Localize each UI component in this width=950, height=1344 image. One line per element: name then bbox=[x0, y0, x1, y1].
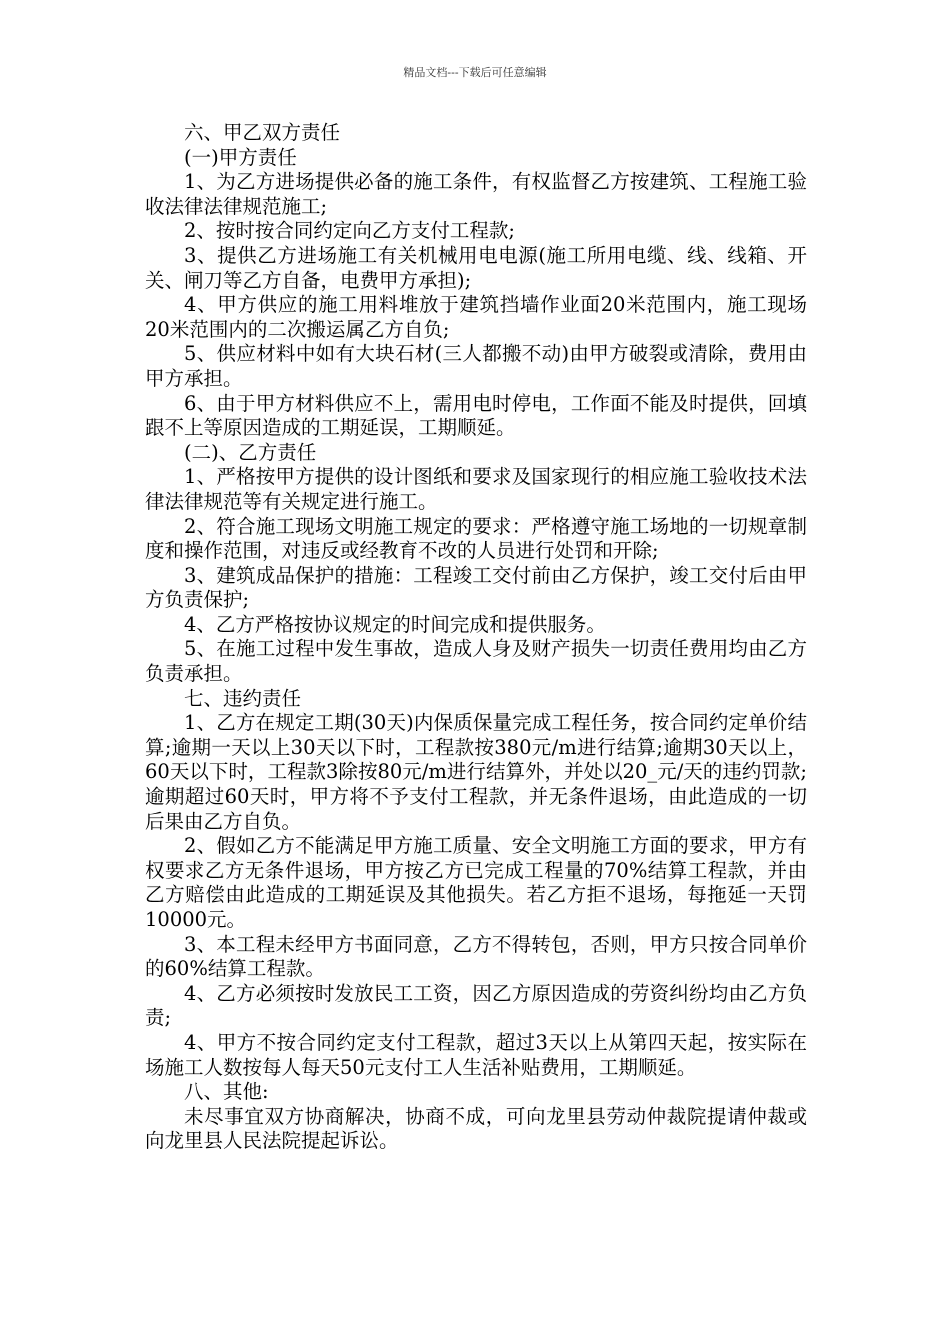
party-b-clause-1: 1、严格按甲方提供的设计图纸和要求及国家现行的相应施工验收技术法律法律规范等有关规定进行施工。 bbox=[145, 465, 807, 513]
party-a-clause-1: 1、为乙方进场提供必备的施工条件，有权监督乙方按建筑、工程施工验收法律法律规范施工; bbox=[145, 170, 807, 218]
liability-clause-1: 1、乙方在规定工期(30天)内保质保量完成工程任务，按合同约定单价结算;逾期一天以上30天以下时，工程款按380元/m进行结算;逾期30天以上，60天以下时，工程款3除按80元/m进行结算外，并处以20_元/天的违约罚款;逾期超过60天时，甲方将不予支付工程款，并无条件退场，由此造成的一切后果由乙方自负。 bbox=[145, 711, 807, 833]
section-heading-liability: 七、违约责任 bbox=[184, 686, 302, 710]
party-a-clause-4: 4、甲方供应的施工用料堆放于建筑挡墙作业面20米范围内，施工现场20米范围内的二次搬运属乙方自负; bbox=[145, 293, 807, 341]
party-a-clause-5: 5、供应材料中如有大块石材(三人都搬不动)由甲方破裂或清除，费用由甲方承担。 bbox=[145, 342, 807, 390]
liability-clause-4a: 4、乙方必须按时发放民工工资，因乙方原因造成的劳资纠纷均由乙方负责; bbox=[145, 981, 807, 1030]
party-b-clause-5: 5、在施工过程中发生事故，造成人身及财产损失一切责任费用均由乙方负责承担。 bbox=[145, 637, 807, 686]
liability-clause-4b: 4、甲方不按合同约定支付工程款，超过3天以上从第四天起，按实际在场施工人数按每人每天50元支付工人生活补贴费用，工期顺延。 bbox=[145, 1030, 807, 1079]
other-clause: 未尽事宜双方协商解决，协商不成，可向龙里县劳动仲裁院提请仲裁或向龙里县人民法院提起诉讼。 bbox=[145, 1104, 807, 1153]
party-b-clause-4: 4、乙方严格按协议规定的时间完成和提供服务。 bbox=[184, 612, 606, 636]
subsection-heading-party-a: (一)甲方责任 bbox=[184, 145, 297, 169]
section-heading-responsibilities: 六、甲乙双方责任 bbox=[184, 121, 341, 144]
liability-clause-2: 2、假如乙方不能满足甲方施工质量、安全文明施工方面的要求，甲方有权要求乙方无条件退场，甲方按乙方已完成工程量的70%结算工程款，并由乙方赔偿由此造成的工期延误及其他损失。若乙方拒不退场，每拖延一天罚10000元。 bbox=[145, 834, 807, 931]
party-b-clause-3: 3、建筑成品保护的措施：工程竣工交付前由乙方保护，竣工交付后由甲方负责保护; bbox=[145, 563, 807, 612]
section-heading-other: 八、其他: bbox=[184, 1080, 269, 1104]
page-header: 精品文档---下载后可任意编辑 bbox=[403, 66, 547, 79]
party-b-clause-2: 2、符合施工现场文明施工规定的要求：严格遵守施工场地的一切规章制度和操作范围，对违反或经教育不改的人员进行处罚和开除; bbox=[145, 514, 807, 563]
party-a-clause-3: 3、提供乙方进场施工有关机械用电电源(施工所用电缆、线、线箱、开关、闸刀等乙方自备，电费甲方承担); bbox=[145, 243, 807, 292]
document-body bbox=[145, 121, 807, 1154]
party-a-clause-6: 6、由于甲方材料供应不上，需用电时停电，工作面不能及时提供，回填跟不上等原因造成的工期延误，工期顺延。 bbox=[145, 391, 807, 440]
liability-clause-3: 3、本工程未经甲方书面同意，乙方不得转包，否则，甲方只按合同单价的60%结算工程款。 bbox=[145, 932, 807, 981]
subsection-heading-party-b: (二)、乙方责任 bbox=[184, 440, 317, 464]
party-a-clause-2: 2、按时按合同约定向乙方支付工程款; bbox=[184, 219, 515, 243]
